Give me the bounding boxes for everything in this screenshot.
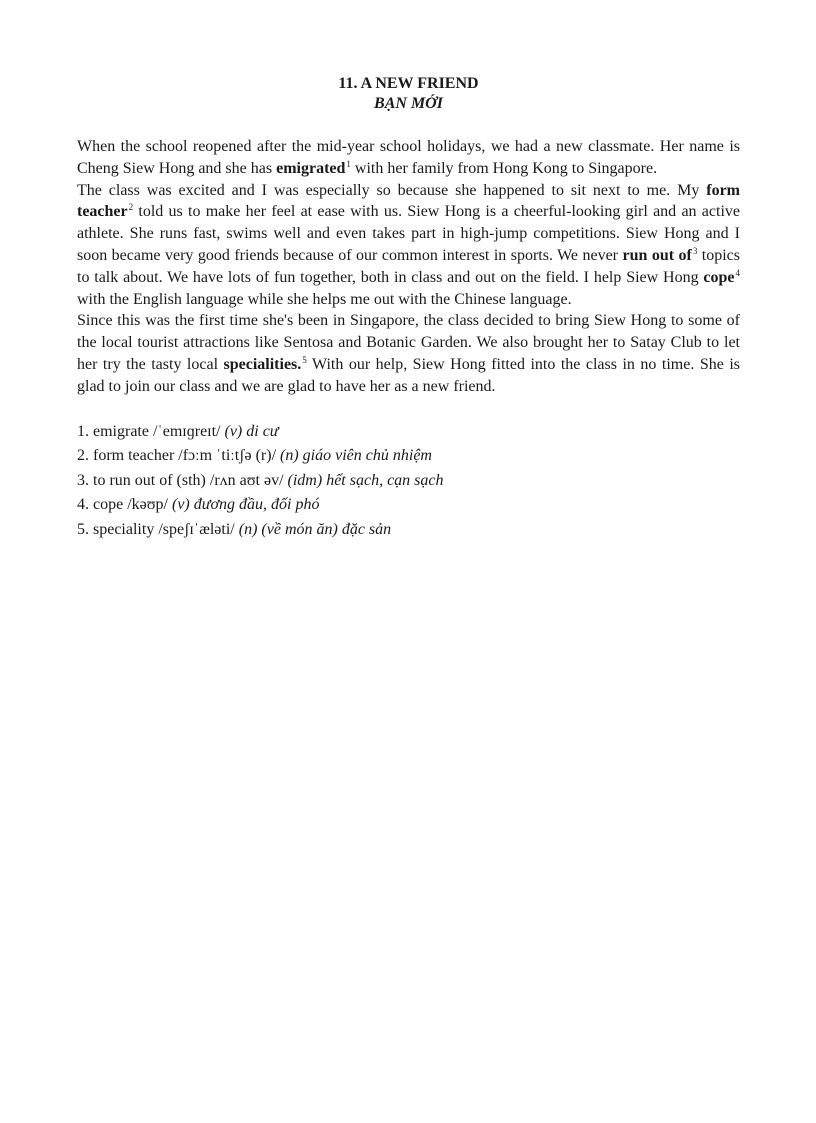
paragraph-text: told us to make her feel at ease with us. Siew Hong is a cheerful-looking girl and an active athlete. She runs fast, swims well and even takes part in high-jump competitions. Siew Hong and I soon became very good friends because of our common interest in sports. We never [77,203,740,264]
vocabulary-note [77,420,740,445]
vocabulary-note [77,444,740,469]
note-meaning: (idm) hết sạch, cạn sạch [287,471,444,489]
page-subtitle: BẠN MỚI [374,95,443,112]
note-term: 5. speciality /speʃɪˈæləti/ [77,520,239,538]
vocabulary-term: cope [703,268,735,286]
paragraph [77,310,740,397]
vocabulary-note [77,518,740,543]
vocabulary-term: run out of [622,246,692,264]
paragraph-text: The class was excited and I was especially so because she happened to sit next to me. My [77,181,707,199]
paragraph-text: topics to talk about. We have lots of fun together, both in class and out on the field. I help Siew Hong [77,246,740,286]
article-body [77,136,740,398]
note-meaning: (v) đương đầu, đối phó [171,496,320,514]
note-meaning: (v) di cư [224,422,279,440]
note-term: 1. emigrate /ˈemɪɡreɪt/ [77,422,225,440]
vocabulary-term: emigrated [276,159,346,177]
vocabulary-term: form teacher [77,181,740,221]
footnote-marker: 3 [692,245,698,256]
note-meaning: (n) giáo viên chủ nhiệm [280,447,432,465]
paragraph [77,136,740,180]
vocabulary-term: specialities. [223,355,302,373]
vocabulary-notes [77,420,740,543]
paragraph-text: With our help, Siew Hong fitted into the class in no time. She is glad to join our class and we are glad to have her as a new friend. [77,355,740,395]
vocabulary-note [77,469,740,494]
paragraph-text: with her family from Hong Kong to Singapore. [350,159,658,177]
footnote-marker: 1 [346,158,351,169]
note-term: 3. to run out of (sth) /rʌn aʊt əv/ [77,471,288,489]
note-term: 4. cope /kəʊp/ [77,496,172,514]
footnote-marker: 4 [735,267,740,278]
vocabulary-note [77,493,740,518]
paragraph-text: When the school reopened after the mid-year school holidays, we had a new classmate. Her name is Cheng Siew Hong and she has [77,138,740,177]
note-term: 2. form teacher /fɔːm ˈtiːtʃə (r)/ [77,447,281,465]
note-meaning: (n) (về món ăn) đặc sản [238,520,392,538]
page-title: 11. A NEW FRIEND [338,75,479,92]
footnote-marker: 5 [302,354,307,365]
footnote-marker: 2 [128,202,134,213]
paragraph [77,180,740,311]
paragraph-text: with the English language while she helps me out with the Chinese language. [77,290,572,308]
paragraph-text: Since this was the first time she's been in Singapore, the class decided to bring Siew Hong to some of the local tourist attractions like Sentosa and Botanic Garden. We also brought her to Satay Club to let her try the tasty local [77,312,740,373]
document-page [77,74,740,542]
